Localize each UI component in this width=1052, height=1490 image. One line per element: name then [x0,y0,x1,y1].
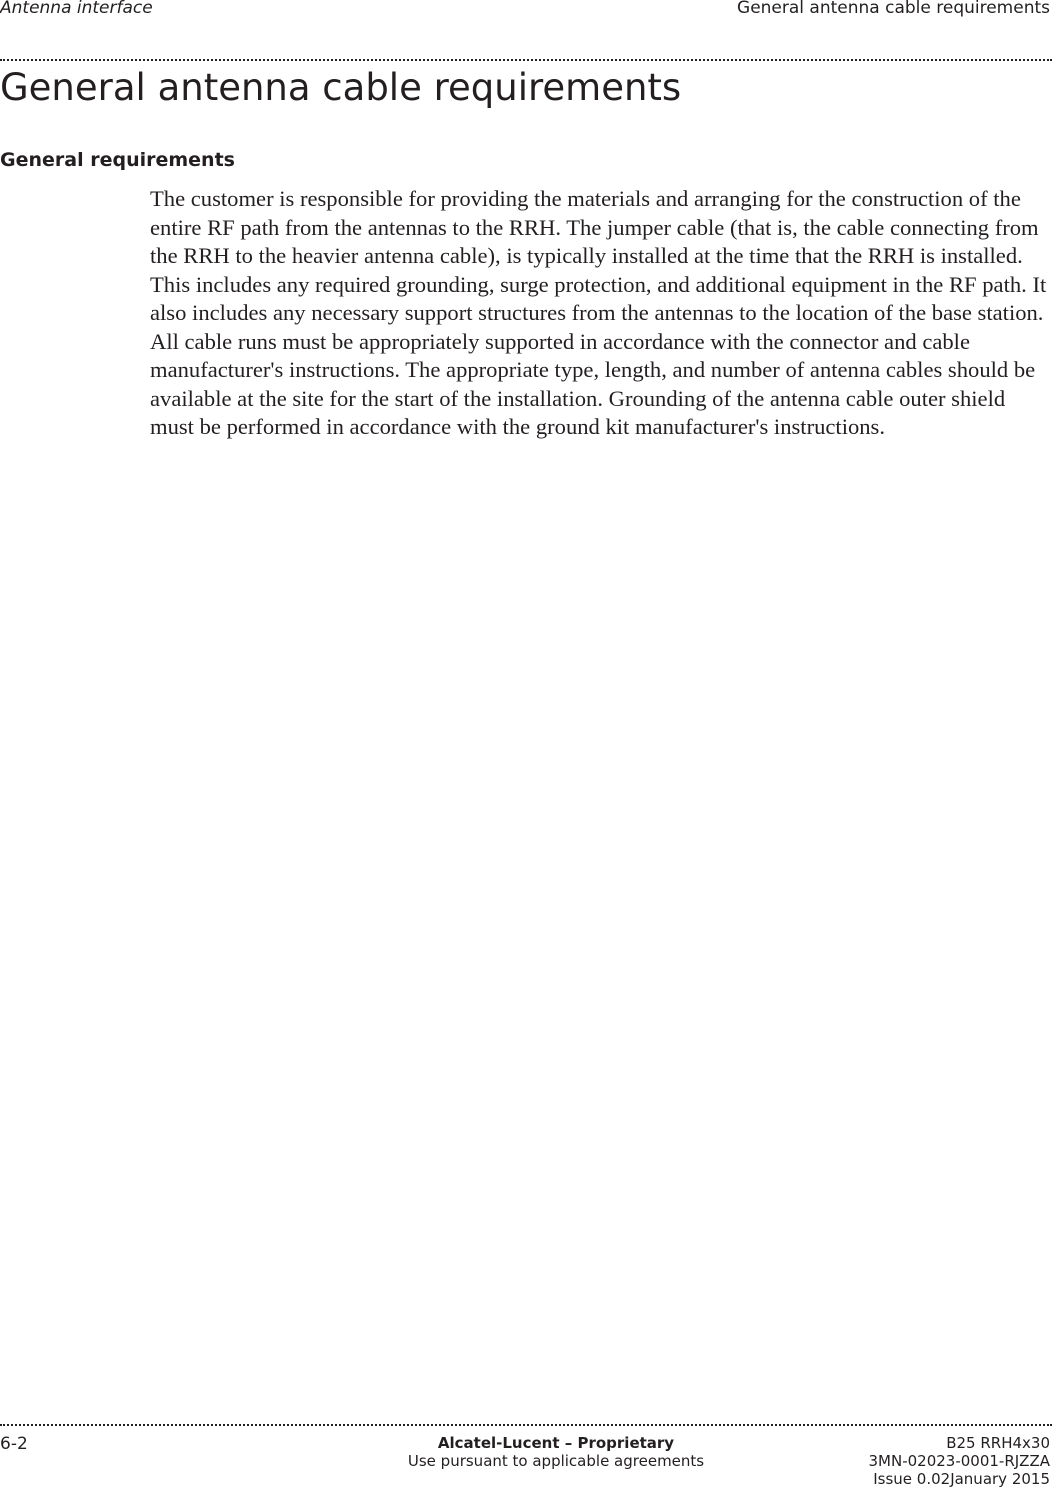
header-section-title: General antenna cable requirements [737,0,1050,18]
body-paragraph: The customer is responsible for providing the materials and arranging for the construction of the entire RF path from the antennas to the RRH. The jumper cable (that is, the cable connecting from the RRH to the heavier antenna cable), is typically installed at the time that the RRH is installed. This includes any required grounding, surge protection, and additional equipment in the RF path. It also includes any necessary support structures from the antennas to the location of the base station. All cable runs must be appropriately supported in accordance with the connector and cable manufacturer's instructions. The appropriate type, length, and number of antenna cables should be available at the site for the start of the installation. Grounding of the antenna cable outer shield must be performed in accordance with the ground kit manufacturer's instructions. [150,186,1047,439]
footer-page-number: 6-2 [0,1434,28,1454]
footer-issue: Issue 0.02 [873,1470,951,1488]
footer-product: B25 RRH4x30 [946,1434,1050,1452]
footer-company: Alcatel-Lucent – Proprietary [437,1434,675,1452]
page-title: General antenna cable requirements [0,66,682,109]
footer-divider [0,1424,1052,1426]
header-chapter-title: Antenna interface [0,0,153,18]
footer-usage: Use pursuant to applicable agreements [407,1452,705,1470]
footer-date: January 2015 [950,1470,1050,1488]
footer-proprietary-notice [408,1434,704,1470]
footer-doc-number: 3MN-02023-0001-RJZZA [868,1452,1050,1470]
footer-document-info [869,1434,1051,1488]
header-divider [0,59,1052,61]
section-heading: General requirements [0,149,235,171]
footer-issue-row [869,1470,1051,1488]
